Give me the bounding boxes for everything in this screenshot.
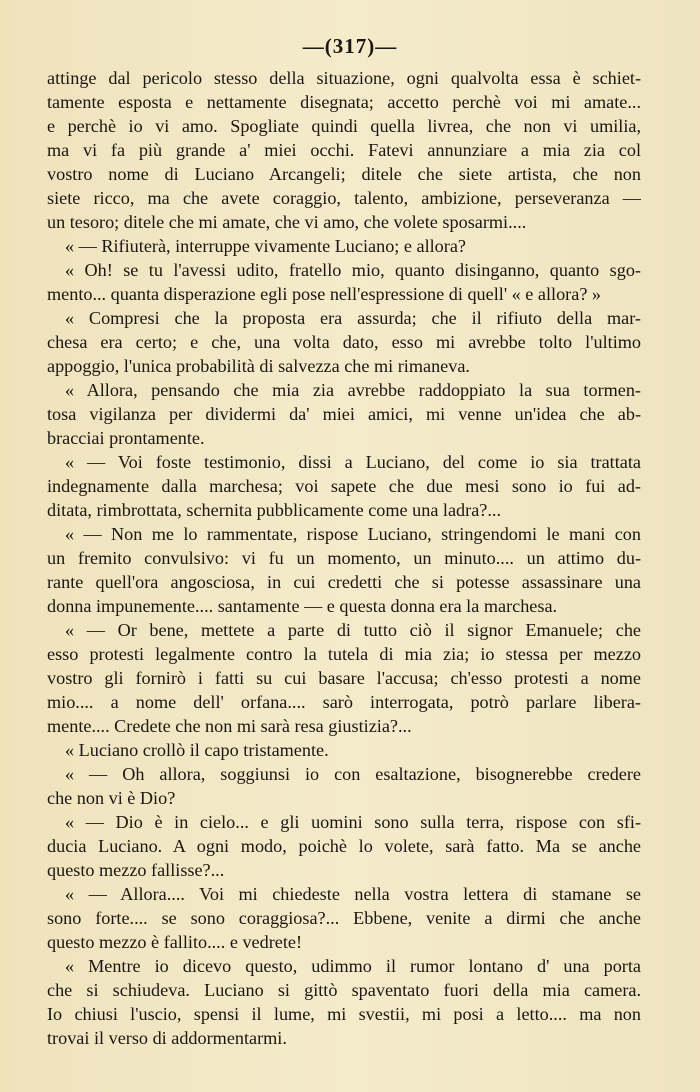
text-line: rante quell'ora angosciosa, in cui credetti che si potesse assassinare una — [47, 572, 641, 592]
text-line: « Allora, pensando che mia zia avrebbe raddoppiato la sua tormen- — [65, 380, 641, 400]
text-line: « Mentre io dicevo questo, udimmo il rumor lontano d' una porta — [65, 956, 641, 976]
text-line: appoggio, l'unica probabilità di salvezza che mi rimaneva. — [47, 356, 470, 376]
text-line: « — Rifiuterà, interruppe vivamente Luciano; e allora? — [65, 236, 466, 256]
text-line: « Luciano crollò il capo tristamente. — [65, 740, 329, 760]
text-line: vostro gli fornirò i fatti su cui basare l'accusa; ch'esso protesti a nome — [47, 668, 641, 688]
text-line: questo mezzo è fallito.... e vedrete! — [47, 932, 303, 952]
text-line: ducia Luciano. A ogni modo, poichè lo volete, sarà fatto. Ma se anche — [47, 836, 641, 856]
text-line: mio.... a nome dell' orfana.... sarò interrogata, potrò parlare libera- — [47, 692, 641, 712]
text-line: attinge dal pericolo stesso della situazione, ogni qualvolta essa è schiet- — [47, 68, 641, 88]
text-line: donna impunemente.... santamente — e questa donna era la marchesa. — [47, 596, 558, 616]
text-line: indegnamente dalla marchesa; voi sapete che due mesi sono io fui ad- — [47, 476, 641, 496]
text-line: ditata, rimbrottata, schernita pubblicamente come una ladra?... — [47, 500, 501, 520]
text-line: chesa era certo; e che, una volta dato, esso mi avrebbe tolto l'ultimo — [47, 332, 641, 352]
text-line: questo mezzo fallisse?... — [47, 860, 225, 880]
text-line: « — Voi foste testimonio, dissi a Luciano, del come io sia trattata — [65, 452, 641, 472]
text-line: bracciai prontamente. — [47, 428, 205, 448]
text-line: esso protesti legalmente contro la tutela di mia zia; io stessa per mezzo — [47, 644, 641, 664]
text-line: tamente esposta e nettamente disegnata; accetto perchè voi mi amate... — [47, 92, 641, 112]
text-line: « — Dio è in cielo... e gli uomini sono sulla terra, rispose con sfi- — [65, 812, 641, 832]
text-line: tosa vigilanza per dividermi da' miei amici, mi venne un'idea che ab- — [47, 404, 641, 424]
text-line: « — Oh allora, soggiunsi io con esaltazione, bisognerebbe credere — [65, 764, 641, 784]
text-line: « Oh! se tu l'avessi udito, fratello mio, quanto disinganno, quanto sgo- — [65, 260, 641, 280]
text-line: e perchè io vi amo. Spogliate quindi quella livrea, che non vi umilia, — [47, 116, 641, 136]
page-number: —(317)— — [302, 34, 398, 58]
text-line: « — Or bene, mettete a parte di tutto ciò il signor Emanuele; che — [65, 620, 641, 640]
text-line: mento... quanta disperazione egli pose nell'espressione di quell' « e allora? » — [47, 284, 602, 304]
text-line: Io chiusi l'uscio, spensi il lume, mi svestii, mi posi a letto.... ma non — [47, 1004, 641, 1024]
body-text — [47, 66, 641, 1050]
text-line: « Compresi che la proposta era assurda; che il rifiuto della mar- — [65, 308, 641, 328]
text-line: trovai il verso di addormentarmi. — [47, 1028, 287, 1048]
text-line: « — Allora.... Voi mi chiedeste nella vostra lettera di stamane se — [65, 884, 641, 904]
text-line: mente.... Credete che non mi sarà resa giustizia?... — [47, 716, 412, 736]
text-line: un fremito convulsivo: vi fu un momento, un minuto.... un attimo du- — [47, 548, 641, 568]
text-line: vostro nome di Luciano Arcangeli; ditele che siete artista, che non — [47, 164, 641, 184]
text-line: « — Non me lo rammentate, rispose Luciano, stringendomi le mani con — [65, 524, 641, 544]
text-line: che si schiudeva. Luciano si gittò spaventato fuori della mia camera. — [47, 980, 641, 1000]
text-line: che non vi è Dio? — [47, 788, 176, 808]
text-line: sono forte.... se sono coraggiosa?... Ebbene, venite a dirmi che anche — [47, 908, 641, 928]
text-line: ma vi fa più grande a' miei occhi. Fatevi annunziare a mia zia col — [47, 140, 641, 160]
text-line: siete ricco, ma che avete coraggio, talento, ambizione, perseveranza — — [47, 188, 641, 208]
text-line: un tesoro; ditele che mi amate, che vi amo, che volete sposarmi.... — [47, 212, 527, 232]
